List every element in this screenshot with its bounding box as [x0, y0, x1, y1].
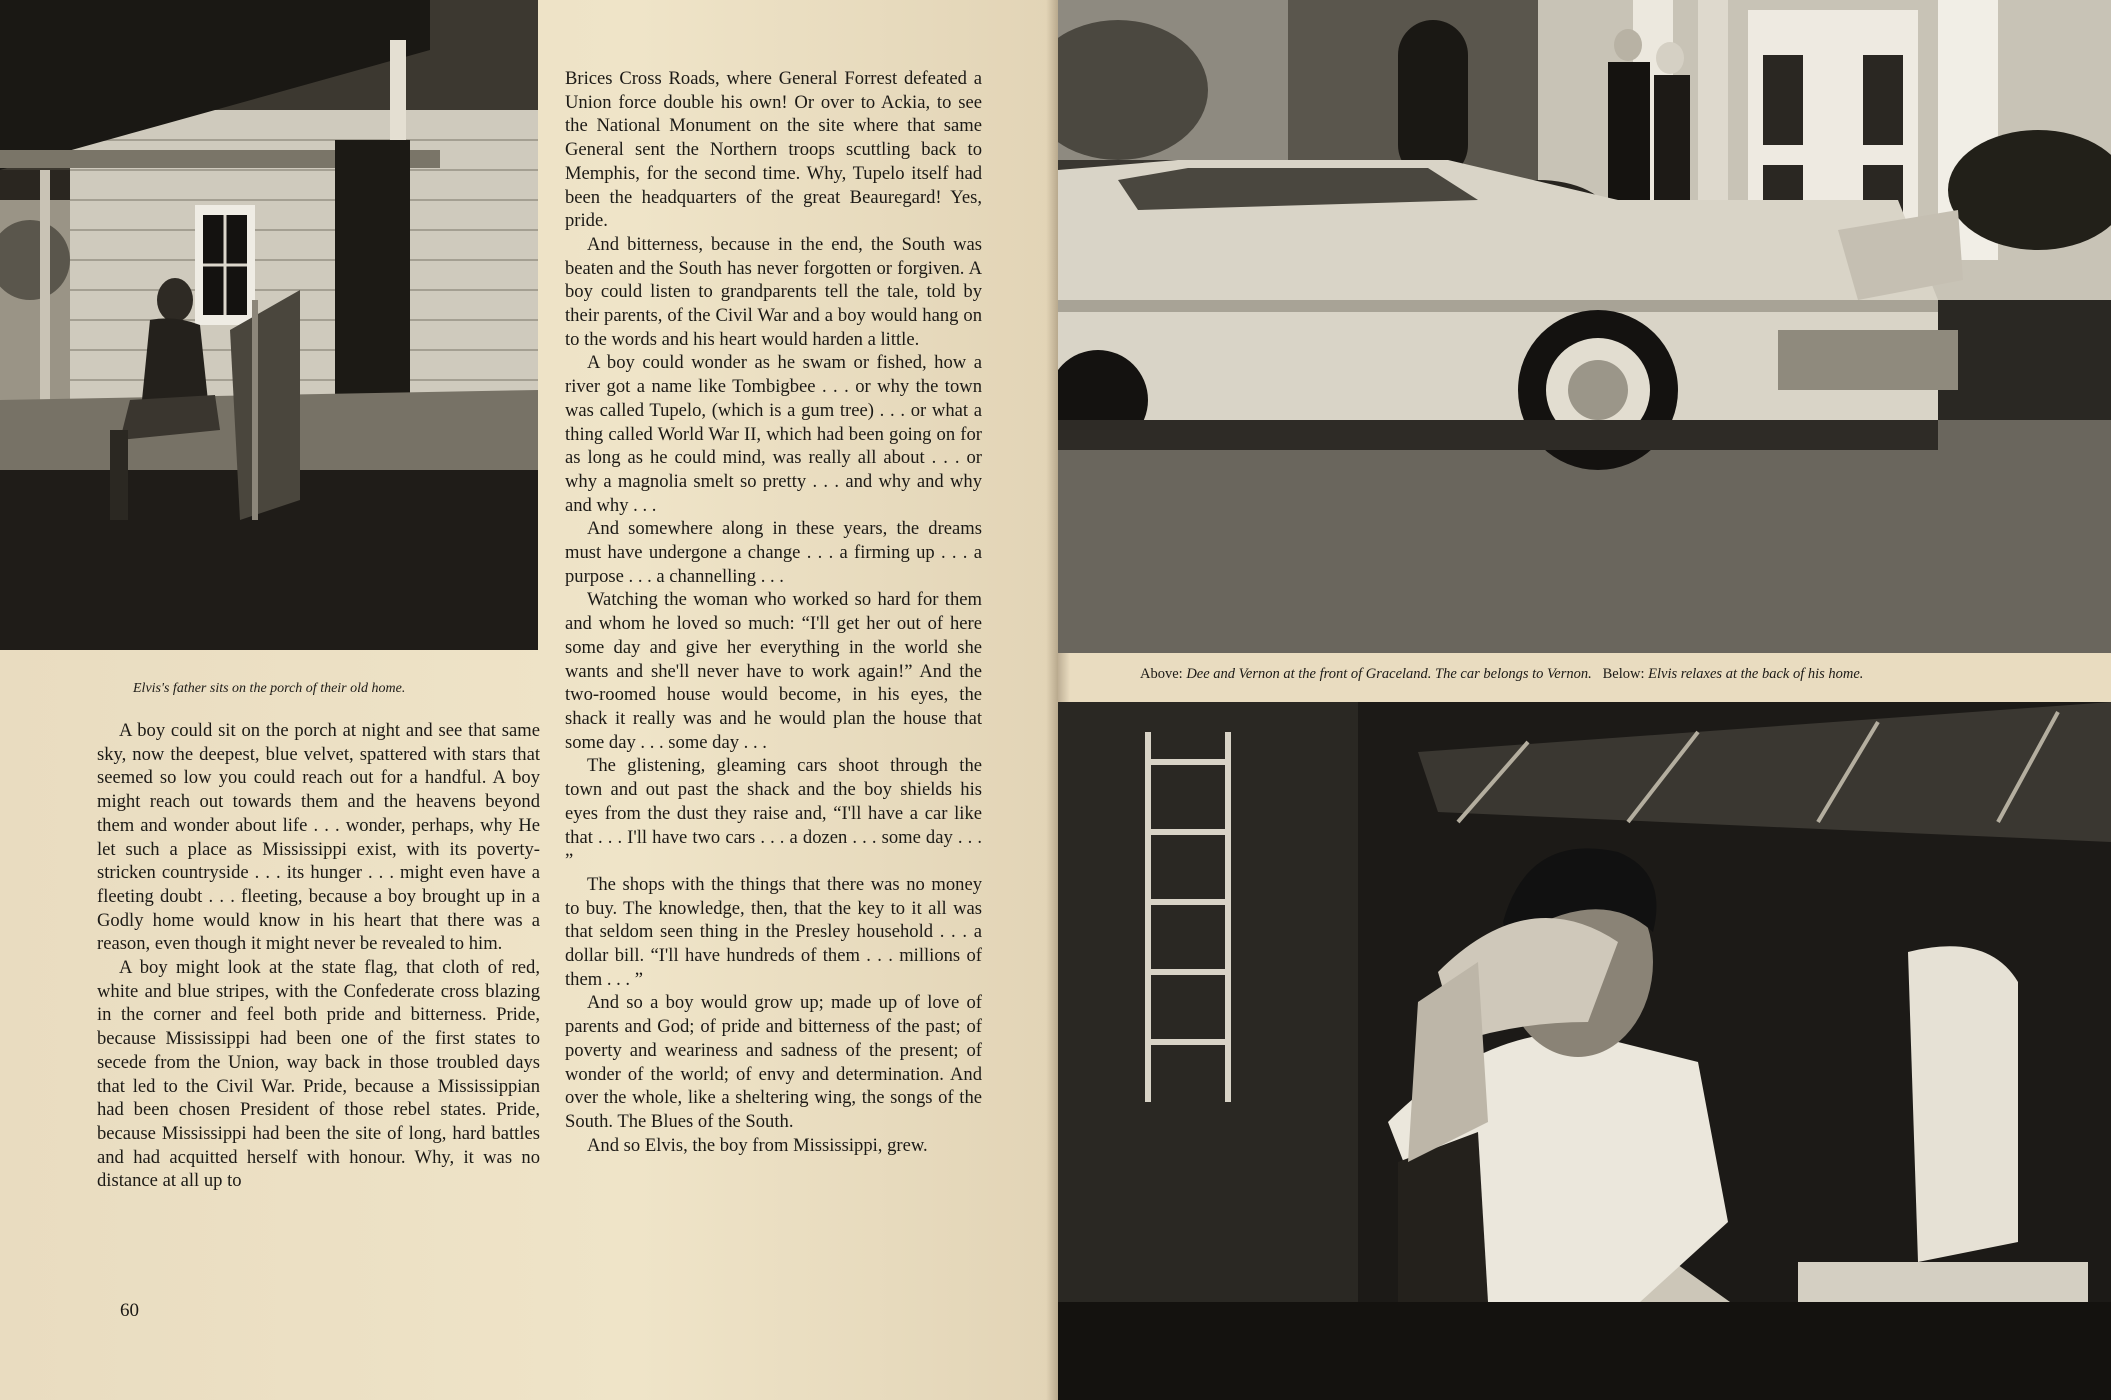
paragraph: The glistening, gleaming cars shoot through the town and out past the shack and the boy shields his eyes from the dust they raise and, “I'll have a car like that . . . I'll have two cars . . . a dozen . . . some day . . . ” — [565, 755, 982, 872]
paragraph: Brices Cross Roads, where General Forrest defeated a Union force double his own! Or over to Ackia, to see the National Monument on the site where that same General sent the Northern troops scuttling back to Memphis, for the second time. Why, Tupelo itself had been the headquarters of the great Beauregard! Yes, pride. — [565, 68, 982, 232]
caption-graceland — [1140, 666, 2020, 683]
photo-elvis-relaxing — [1058, 702, 2111, 1400]
paragraph: A boy could sit on the porch at night and see that same sky, now the deepest, blue velvet, spattered with stars that seemed so low you could reach out for a handful. A boy might reach out towards them and the heavens beyond them and wonder about life . . . wonder, perhaps, why He let such a place as Mississippi exist, with its poverty-stricken countryside . . . its hunger . . . might even have a fleeting doubt . . . fleeting, because a boy brought up in a Godly home would know in his heart that there was a reason, even though it might never be revealed to him. — [97, 720, 540, 955]
paragraph: A boy might look at the state flag, that cloth of red, white and blue stripes, with the Confederate cross blazing in the corner and feel both pride and bitterness. Pride, because Mississippi had been one of the first states to secede from the Union, way back in those troubled days that led to the Civil War. Pride, because a Mississippian had been chosen President of those rebel states. Pride, because Mississippi had been the site of long, hard battles and had acquitted herself with honour. Why, it was no distance at all up to — [97, 957, 540, 1192]
text-column-1 — [97, 719, 540, 1193]
caption-below-text: Elvis relaxes at the back of his home. — [1648, 666, 1864, 682]
caption-porch: Elvis's father sits on the porch of their old home. — [133, 681, 406, 696]
caption-above-text: Dee and Vernon at the front of Graceland. The car belongs to Vernon. — [1186, 666, 1592, 682]
paragraph: And so Elvis, the boy from Mississippi, grew. — [587, 1134, 928, 1156]
paragraph: And bitterness, because in the end, the South was beaten and the South has never forgotten or forgiven. A boy could listen to grandparents tell the tale, told by their parents, of the Civil War and a boy would hang on to the words and his heart would harden a little. — [565, 233, 982, 350]
photo-graceland-car — [1058, 0, 2111, 653]
caption-below-label: Below: — [1602, 666, 1645, 682]
photo-porch — [0, 0, 538, 650]
paragraph: A boy could wonder as he swam or fished, how a river got a name like Tombigbee . . . or why the town was called Tupelo, (which is a gum tree) . . . or what a thing called World War II, which had been going on for as long as he could mind, was really all about . . . or why a magnolia smelt so pretty . . . and why and why and why . . . — [565, 352, 982, 516]
paragraph: And somewhere along in these years, the dreams must have undergone a change . . . a firming up . . . a purpose . . . a channelling . . . — [565, 518, 982, 587]
paragraph: And so a boy would grow up; made up of love of parents and God; of pride and bitterness of the past; of poverty and weariness and sadness of the present; of wonder of the world; of envy and determination. And over the whole, like a sheltering wing, the songs of the South. The Blues of the South. — [565, 992, 982, 1132]
caption-above-label: Above: — [1140, 666, 1183, 682]
paragraph: Watching the woman who worked so hard for them and whom he loved so much: “I'll get her out of here some day and give her everything in the world she wants and she'll never have to work again!” And the two-roomed house would become, in his eyes, the shack it really was and he would plan the house that some day . . . some day . . . — [565, 589, 982, 753]
paragraph: The shops with the things that there was no money to buy. The knowledge, then, that the key to it all was that seldom seen thing in the Presley household . . . a dollar bill. “I'll have hundreds of them . . . millions of them . . . ” — [565, 873, 982, 990]
page-number: 60 — [120, 1300, 139, 1321]
text-column-2 — [565, 67, 982, 1157]
